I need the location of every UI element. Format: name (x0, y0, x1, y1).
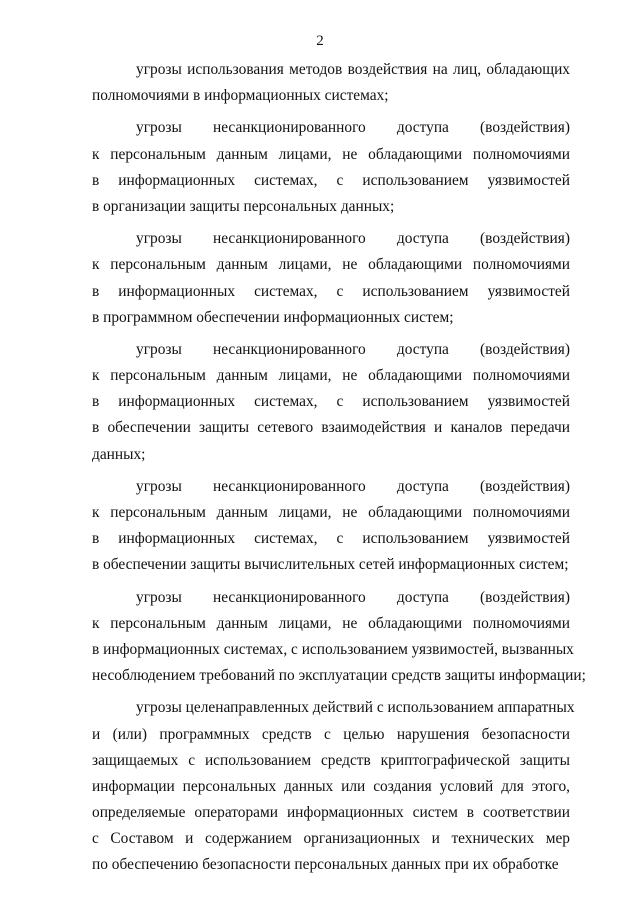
text-line: в программном обеспечении информационных систем; (92, 308, 454, 326)
text-line: угрозы несанкционированного доступа (воздействия) (136, 119, 570, 137)
text-line: и (или) программных средств с целью нарушения безопасности (92, 725, 570, 743)
text-line: в информационных системах, с использованием уязвимостей (92, 171, 570, 189)
text-line: данных; (92, 445, 146, 463)
text-line: в информационных системах, с использованием уязвимостей (92, 393, 570, 411)
text-line: в обеспечении защиты сетевого взаимодействия и каналов передачи (92, 419, 570, 437)
document-body (92, 57, 586, 879)
page-number: 2 (316, 33, 324, 49)
text-line: несоблюдением требований по эксплуатации средств защиты информации; (92, 667, 586, 685)
paragraph-7 (92, 695, 575, 878)
text-line: в информационных системах, с использованием уязвимостей (92, 282, 570, 300)
text-line: информации персональных данных или создания условий для этого, (92, 777, 570, 795)
paragraph-6 (92, 585, 586, 690)
paragraph-5 (92, 474, 570, 579)
paragraph-1 (92, 57, 570, 109)
text-line: к персональным данным лицами, не обладающими полномочиями (92, 256, 570, 274)
text-line: защищаемых с использованием средств криптографической защиты (92, 751, 570, 769)
text-line: угрозы целенаправленных действий с использованием аппаратных (136, 699, 575, 717)
text-line: к персональным данным лицами, не обладающими полномочиями (92, 614, 570, 632)
text-line: в информационных системах, с использованием уязвимостей (92, 530, 570, 548)
paragraph-2 (92, 115, 570, 220)
paragraph-3 (92, 226, 570, 331)
text-line: с Составом и содержанием организационных и технических мер (92, 830, 570, 848)
text-line: к персональным данным лицами, не обладающими полномочиями (92, 504, 570, 521)
text-line: определяемые операторами информационных систем в соответствии (92, 804, 570, 822)
text-line: к персональным данным лицами, не обладающими полномочиями (92, 145, 570, 163)
text-line: полномочиями в информационных системах; (92, 87, 389, 105)
text-line: угрозы несанкционированного доступа (воздействия) (136, 477, 570, 495)
text-line: угрозы несанкционированного доступа (воздействия) (136, 588, 570, 606)
text-line: угрозы несанкционированного доступа (воздействия) (136, 340, 570, 358)
text-line: по обеспечению безопасности персональных данных при их обработке (92, 856, 559, 874)
paragraph-4 (92, 337, 570, 468)
text-line: в обеспечении защиты вычислительных сетей информационных систем; (92, 556, 569, 574)
text-line: в организации защиты персональных данных; (92, 197, 395, 215)
text-line: к персональным данным лицами, не обладающими полномочиями (92, 367, 570, 385)
text-line: в информационных системах, с использованием уязвимостей, вызванных (92, 640, 574, 658)
text-line: угрозы использования методов воздействия на лиц, обладающих (136, 61, 570, 78)
text-line: угрозы несанкционированного доступа (воздействия) (136, 230, 570, 248)
